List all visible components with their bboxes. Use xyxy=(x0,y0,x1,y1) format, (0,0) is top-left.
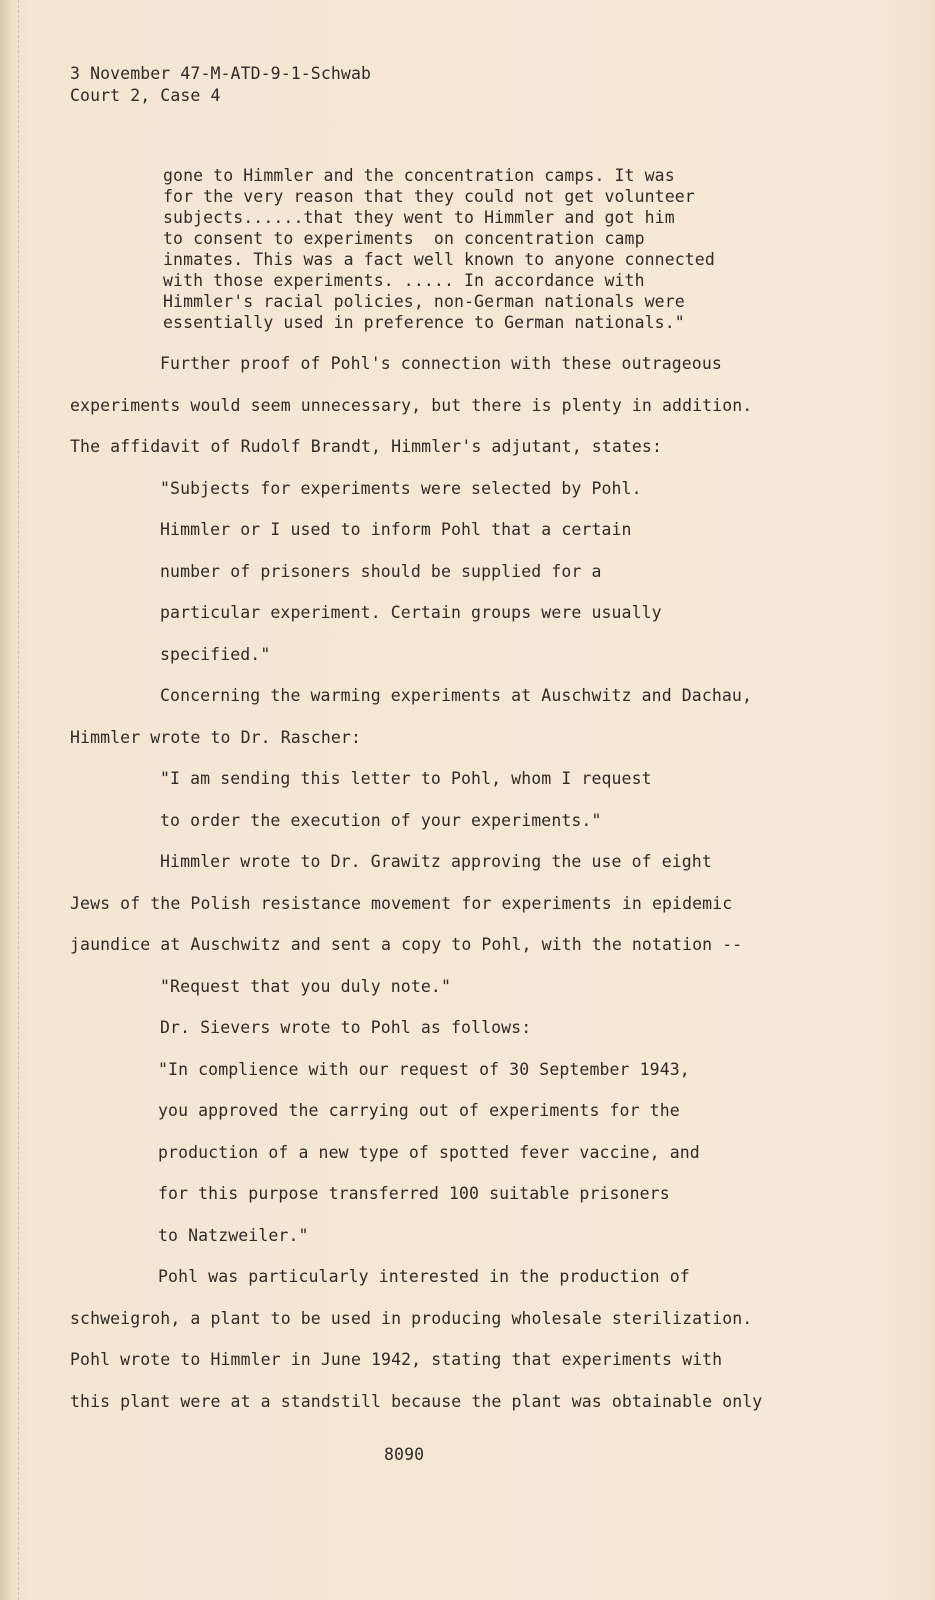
header-date-reference: 3 November 47-M-ATD-9-1-Schwab xyxy=(70,64,372,83)
para5-line: this plant were at a standstill because the plant was obtainable only xyxy=(70,1392,763,1411)
para1-line: The affidavit of Rudolf Brandt, Himmler's adjutant, states: xyxy=(70,437,662,456)
quote1-line: subjects......that they went to Himmler and got him xyxy=(163,208,675,227)
quote1-line: with those experiments. ..... In accordance with xyxy=(163,271,645,290)
page-left-margin-mark xyxy=(18,0,21,1600)
quote1-line: inmates. This was a fact well known to anyone connected xyxy=(163,250,715,269)
quote3-line: to order the execution of your experiments." xyxy=(160,811,602,830)
quote1-line: gone to Himmler and the concentration camps. It was xyxy=(163,166,675,185)
quote2-line: specified." xyxy=(160,645,271,664)
para1-line: experiments would seem unnecessary, but there is plenty in addition. xyxy=(70,396,753,415)
para5-line: Pohl wrote to Himmler in June 1942, stating that experiments with xyxy=(70,1350,723,1369)
quote1-line: Himmler's racial policies, non-German nationals were xyxy=(163,292,685,311)
para5-line: Pohl was particularly interested in the production of xyxy=(158,1267,690,1286)
para1-line: Further proof of Pohl's connection with these outrageous xyxy=(160,354,722,373)
para2-line: Himmler wrote to Dr. Rascher: xyxy=(70,728,361,747)
quote3-line: "I am sending this letter to Pohl, whom I request xyxy=(160,769,652,788)
quote5-line: to Natzweiler." xyxy=(158,1226,309,1245)
quote1-line: to consent to experiments on concentration camp xyxy=(163,229,645,248)
page-number: 8090 xyxy=(384,1445,425,1464)
para3-line: jaundice at Auschwitz and sent a copy to Pohl, with the notation -- xyxy=(70,935,743,954)
quote2-line: number of prisoners should be supplied for a xyxy=(160,562,602,581)
para3-line: Jews of the Polish resistance movement for experiments in epidemic xyxy=(70,894,733,913)
quote5-line: for this purpose transferred 100 suitable prisoners xyxy=(158,1184,670,1203)
quote5-line: production of a new type of spotted fever vaccine, and xyxy=(158,1143,700,1162)
quote1-line: for the very reason that they could not get volunteer xyxy=(163,187,695,206)
para3-line: Himmler wrote to Dr. Grawitz approving the use of eight xyxy=(160,852,712,871)
para4-line: Dr. Sievers wrote to Pohl as follows: xyxy=(160,1018,532,1037)
header-court-case: Court 2, Case 4 xyxy=(70,86,221,105)
quote2-line: Himmler or I used to inform Pohl that a certain xyxy=(160,520,632,539)
quote1-line: essentially used in preference to German nationals." xyxy=(163,313,685,332)
quote5-line: "In complience with our request of 30 September 1943, xyxy=(158,1060,690,1079)
para2-line: Concerning the warming experiments at Auschwitz and Dachau, xyxy=(160,686,752,705)
quote2-line: "Subjects for experiments were selected by Pohl. xyxy=(160,479,642,498)
quote4-line: "Request that you duly note." xyxy=(160,977,451,996)
para5-line: schweigroh, a plant to be used in producing wholesale sterilization. xyxy=(70,1309,753,1328)
page-edge-shading xyxy=(0,0,12,1600)
quote2-line: particular experiment. Certain groups were usually xyxy=(160,603,662,622)
quote5-line: you approved the carrying out of experiments for the xyxy=(158,1101,680,1120)
